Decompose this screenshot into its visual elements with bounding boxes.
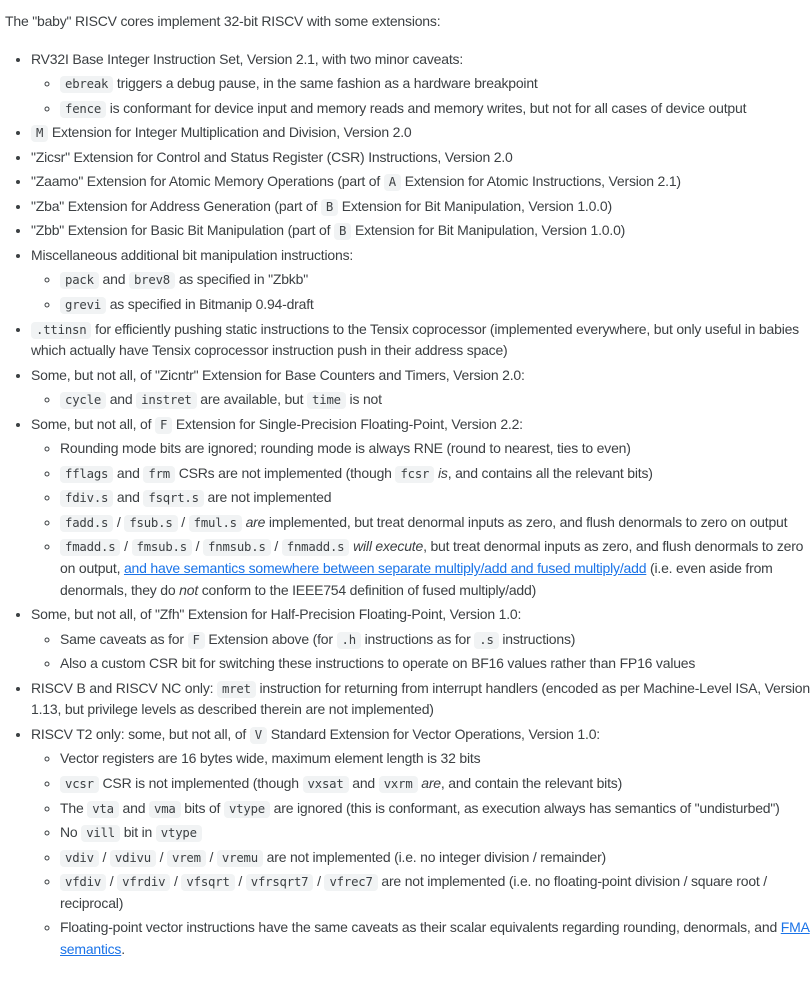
list-item [60,822,812,844]
list-item [31,220,812,242]
inline-code: F [155,417,172,434]
inline-code: fnmsub.s [203,539,271,556]
list-item [31,319,812,362]
text-run: / [170,873,182,890]
list-item [31,604,812,675]
list-item [60,748,812,770]
list-item [60,73,812,95]
text-run: Miscellaneous additional bit manipulation instructions: [31,246,354,263]
inline-code: vxrm [379,776,418,793]
list-item [60,653,812,675]
text-run: , and contains all the relevant bits) [447,464,653,481]
list-item [31,724,812,960]
text-run: instruction for returning from interrupt handlers (encoded as per Machine-Level ISA, Version 1.13, but privilege levels as described therein are not implemented) [31,679,810,718]
text-run: as specified in "Zbkb" [175,271,308,288]
text-run: are ignored (this is conformant, as execution always has semantics of "undisturbed") [269,799,780,816]
inline-code: B [334,223,351,240]
inline-code: fsqrt.s [143,490,203,507]
inline-code: vfrdiv [117,874,170,891]
inline-code: B [321,199,338,216]
inline-code: vremu [217,850,263,867]
list-item [60,917,812,960]
sub-list [31,389,812,411]
text-run: are available, but [196,391,308,408]
inline-code: fence [60,101,106,118]
text-run: implemented, but treat denormal inputs as zero, and flush denormals to zero on output [265,513,788,530]
text-run: / [234,873,246,890]
text-run: / [113,513,125,530]
text-run: conform to the IEEE754 definition of fused multiply/add) [198,581,537,598]
text-run: / [177,513,189,530]
text-run: Extension for Single-Precision Floating-Point, Version 2.2: [172,415,523,432]
text-run: / [106,873,118,890]
text-run: and [113,464,144,481]
text-run: Same caveats as for [60,630,188,647]
text-run: / [120,538,132,555]
text-run: Standard Extension for Vector Operations, Version 1.0: [267,725,600,742]
text-run: CSRs are not implemented (though [175,464,396,481]
text-run: , but treat denormal inputs as zero, and flush denormals to zero on output, [60,538,804,577]
text-run: Extension for Bit Manipulation, Version 1.0.0) [338,197,612,214]
inline-code: fnmadd.s [282,539,350,556]
text-run: are not implemented (i.e. no floating-point division / square root / reciprocal) [60,873,767,911]
list-item [60,629,812,651]
sub-list [31,269,812,315]
text-run: "Zba" Extension for Address Generation (part of [31,197,321,214]
inline-code: fcsr [395,466,434,483]
inline-code: fdiv.s [60,490,113,507]
list-item [31,365,812,411]
text-run: RISCV T2 only: some, but not all, of [31,725,250,742]
text-run: Rounding mode bits are ignored; rounding mode is always RNE (round to nearest, ties to even) [60,440,631,457]
list-item [60,798,812,820]
inline-code: vfrsqrt7 [246,874,314,891]
inline-code: vma [149,801,181,818]
sub-list [31,73,812,119]
list-item [60,98,812,120]
inline-code: fmul.s [189,515,242,532]
emphasized-text: is [437,464,448,481]
text-run: and [118,799,149,816]
inline-link[interactable]: FMA semantics [60,919,810,957]
text-run: is not [345,391,382,408]
inline-code: frm [143,466,175,483]
list-item [60,773,812,795]
inline-code: A [384,174,401,191]
inline-code: vfrec7 [324,874,377,891]
inline-code: vdiv [60,850,99,867]
text-run: and [348,774,379,791]
inline-code: fsub.s [124,515,177,532]
inline-code: fmadd.s [60,539,120,556]
inline-code: instret [136,392,196,409]
text-run: and [106,391,137,408]
text-run: is conformant for device input and memory reads and memory writes, but not for all cases of device output [106,99,747,116]
text-run: "Zbb" Extension for Basic Bit Manipulation (part of [31,222,335,239]
sub-list [31,629,812,675]
emphasized-text: are [421,774,441,791]
inline-code: vta [87,801,119,818]
inline-code: .s [474,632,498,649]
inline-code: vill [81,825,120,842]
text-run: RV32I Base Integer Instruction Set, Version 2.1, with two minor caveats: [31,50,464,67]
inline-code: fadd.s [60,515,113,532]
inline-code: grevi [60,297,106,314]
inline-code: F [188,632,205,649]
inline-code: .h [337,632,361,649]
inline-code: fflags [60,466,113,483]
list-item [31,414,812,601]
inline-code: time [307,392,346,409]
text-run: and [98,271,129,288]
text-run: Extension for Bit Manipulation, Version 1.0.0) [351,222,626,239]
text-run: instructions) [498,630,576,647]
text-run: Some, but not all, of [31,415,156,432]
text-run: RISCV B and RISCV NC only: [31,679,217,696]
text-run: Floating-point vector instructions have the same caveats as their scalar equivalents regarding rounding, denormals, and [60,919,781,936]
inline-code: vfdiv [60,874,106,891]
list-item [31,245,812,316]
text-run: No [60,824,82,841]
text-run: Extension above (for [204,630,337,647]
list-item [60,269,812,291]
text-run: CSR is not implemented (though [98,774,303,791]
emphasized-text: are [245,513,266,530]
inline-code: vtype [156,825,202,842]
text-run: , and contain the relevant bits) [440,774,623,791]
text-run: Some, but not all, of "Zicntr" Extension for Base Counters and Timers, Version 2.0: [31,366,525,383]
list-item [31,678,812,721]
inline-code: brev8 [129,272,175,289]
emphasized-text: will execute [353,538,424,555]
text-run: / [313,873,325,890]
text-run: / [270,538,282,555]
list-item [60,536,812,601]
inline-link[interactable]: and have semantics somewhere between separate multiply/add and fused multiply/add [123,560,647,577]
text-run: are not implemented [203,489,332,506]
inline-code: vxsat [303,776,349,793]
text-run: Vector registers are 16 bytes wide, maximum element length is 32 bits [60,750,481,767]
list-item [60,438,812,460]
text-run: triggers a debug pause, in the same fashion as a hardware breakpoint [113,75,538,92]
text-run: Extension for Atomic Instructions, Version 2.1) [401,173,681,190]
inline-code: vdivu [110,850,156,867]
text-run: / [155,848,168,865]
list-item [31,147,812,169]
intro-paragraph: The "baby" RISCV cores implement 32-bit RISCV with some extensions: [5,13,441,29]
list-item [60,871,812,914]
text-run: / [191,538,204,555]
list-item [60,847,812,869]
text-run: "Zaamo" Extension for Atomic Memory Operations (part of [31,173,384,190]
text-run: Some, but not all, of "Zfh" Extension for Half-Precision Floating-Point, Version 1.0: [31,606,522,623]
text-run: bits of [180,799,224,816]
emphasized-text: not [179,581,199,598]
inline-code: ebreak [60,76,113,93]
inline-code: vcsr [60,776,99,793]
text-run: instructions as for [360,630,475,647]
extensions-list [5,49,812,961]
text-run: are not implemented (i.e. no integer division / remainder) [262,848,606,865]
inline-code: fmsub.s [132,539,192,556]
sub-list [31,748,812,960]
text-run: / [205,848,217,865]
inline-code: cycle [60,392,106,409]
sub-list [31,438,812,601]
inline-code: .ttinsn [31,322,91,339]
text-run: . [121,940,125,957]
inline-code: pack [60,272,99,289]
text-run: for efficiently pushing static instructions to the Tensix coprocessor (implemented everywhere, but only useful in babies which actually have Tensix coprocessor instruction push in their address space) [31,320,799,359]
text-run: "Zicsr" Extension for Control and Status Register (CSR) Instructions, Version 2.0 [31,148,513,165]
text-run: Also a custom CSR bit for switching these instructions to operate on BF16 values rather than FP16 values [60,655,696,672]
inline-code: vtype [224,801,270,818]
inline-code: M [31,125,48,142]
list-item [60,389,812,411]
text-run: Extension for Integer Multiplication and Division, Version 2.0 [48,124,412,141]
list-item [60,512,812,534]
list-item [60,487,812,509]
list-item [31,122,812,144]
inline-code: mret [217,681,256,698]
inline-code: V [250,727,267,744]
text-run: as specified in Bitmanip 0.94-draft [106,296,314,313]
text-run: and [113,489,144,506]
text-run: bit in [120,824,156,841]
list-item [60,463,812,485]
text-run: The [60,799,88,816]
list-item [31,49,812,120]
list-item [31,171,812,193]
inline-code: vfsqrt [181,874,234,891]
list-item [31,196,812,218]
text-run: (i.e. even aside from denormals, they do [60,560,773,598]
list-item [60,294,812,316]
inline-code: vrem [167,850,206,867]
text-run: / [98,848,110,865]
